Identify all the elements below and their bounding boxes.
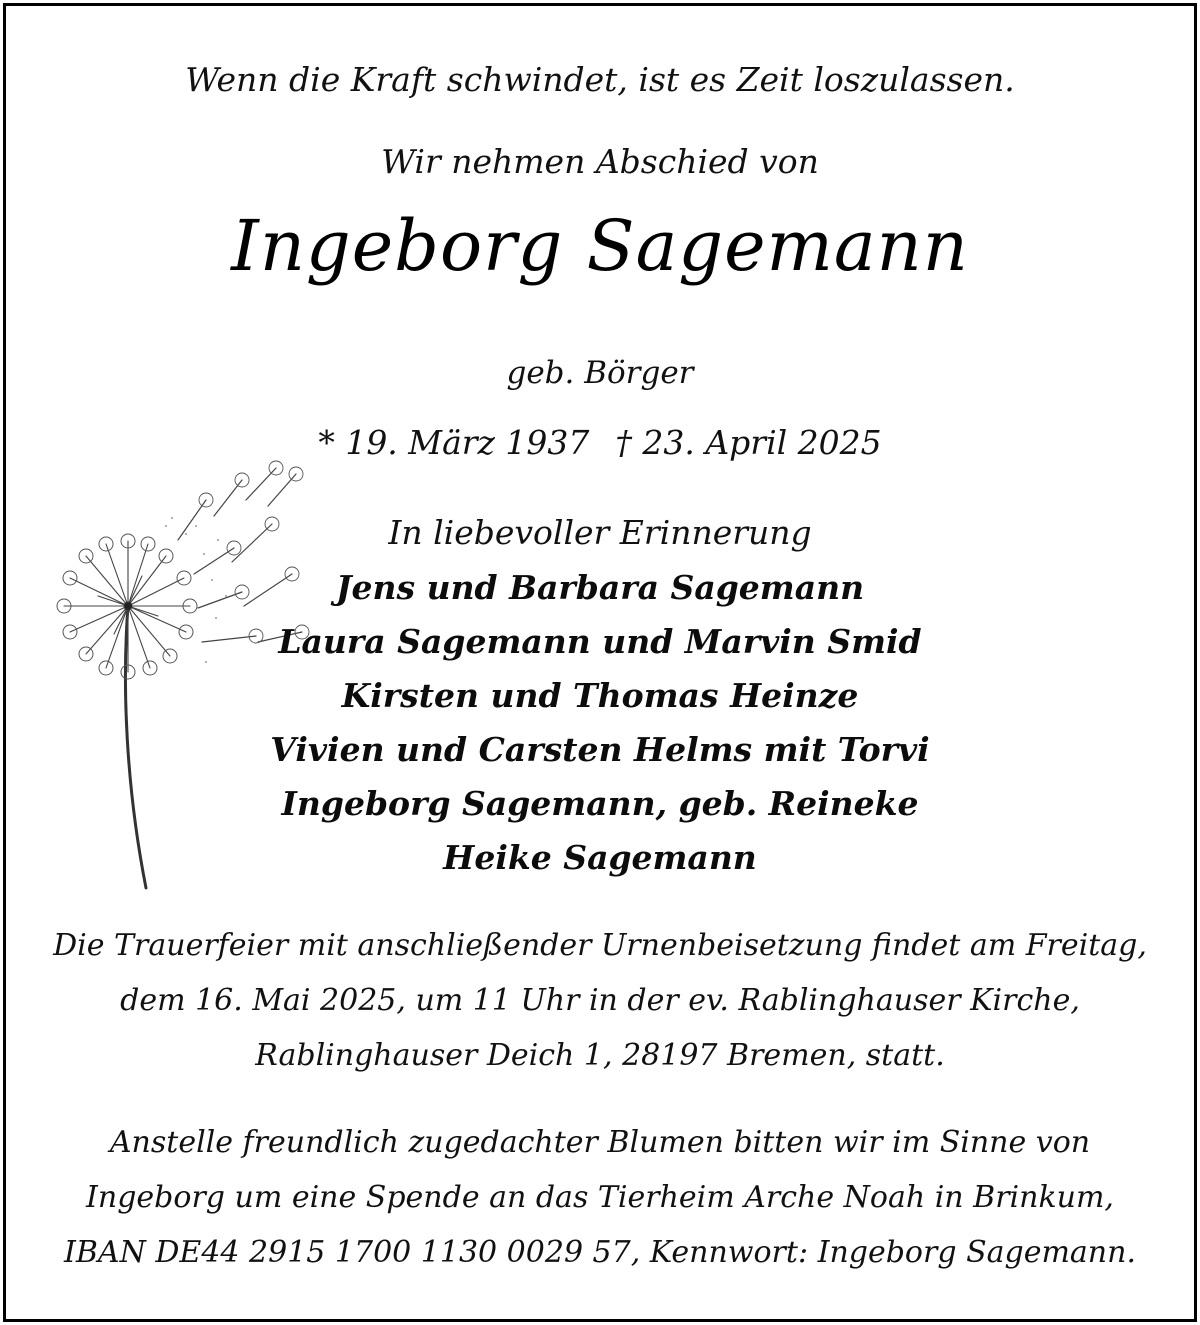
birth-date: * 19. März 1937 [318,423,590,462]
obituary-notice [3,3,1197,1322]
family-member: Vivien und Carsten Helms mit Torvi [270,730,930,769]
family-member: Kirsten und Thomas Heinze [341,676,859,715]
ceremony-line: dem 16. Mai 2025, um 11 Uhr in der ev. Rablinghauser Kirche, [120,983,1080,1018]
life-dates [6,423,1194,462]
family-member: Ingeborg Sagemann, geb. Reineke [281,784,919,823]
donation-line: Ingeborg um eine Spende an das Tierheim Arche Noah in Brinkum, [86,1180,1114,1215]
donation-line: Anstelle freundlich zugedachter Blumen bitten wir im Sinne von [109,1125,1091,1160]
family-member: Laura Sagemann und Marvin Smid [278,622,922,661]
motto: Wenn die Kraft schwindet, ist es Zeit loszulassen. [185,60,1015,99]
family-member: Heike Sagemann [443,838,757,877]
intro-line: Wir nehmen Abschied von [381,142,819,181]
deceased-name: Ingeborg Sagemann [231,205,969,287]
ceremony-line: Rablinghauser Deich 1, 28197 Bremen, statt. [255,1038,945,1073]
maiden-name: geb. Börger [506,355,694,391]
donation-line: IBAN DE44 2915 1700 1130 0029 57, Kennwort: Ingeborg Sagemann. [64,1235,1136,1270]
death-date: † 23. April 2025 [615,423,882,462]
memory-line: In liebevoller Erinnerung [388,513,812,552]
ceremony-line: Die Trauerfeier mit anschließender Urnenbeisetzung findet am Freitag, [53,928,1147,963]
family-member: Jens und Barbara Sagemann [335,568,865,607]
